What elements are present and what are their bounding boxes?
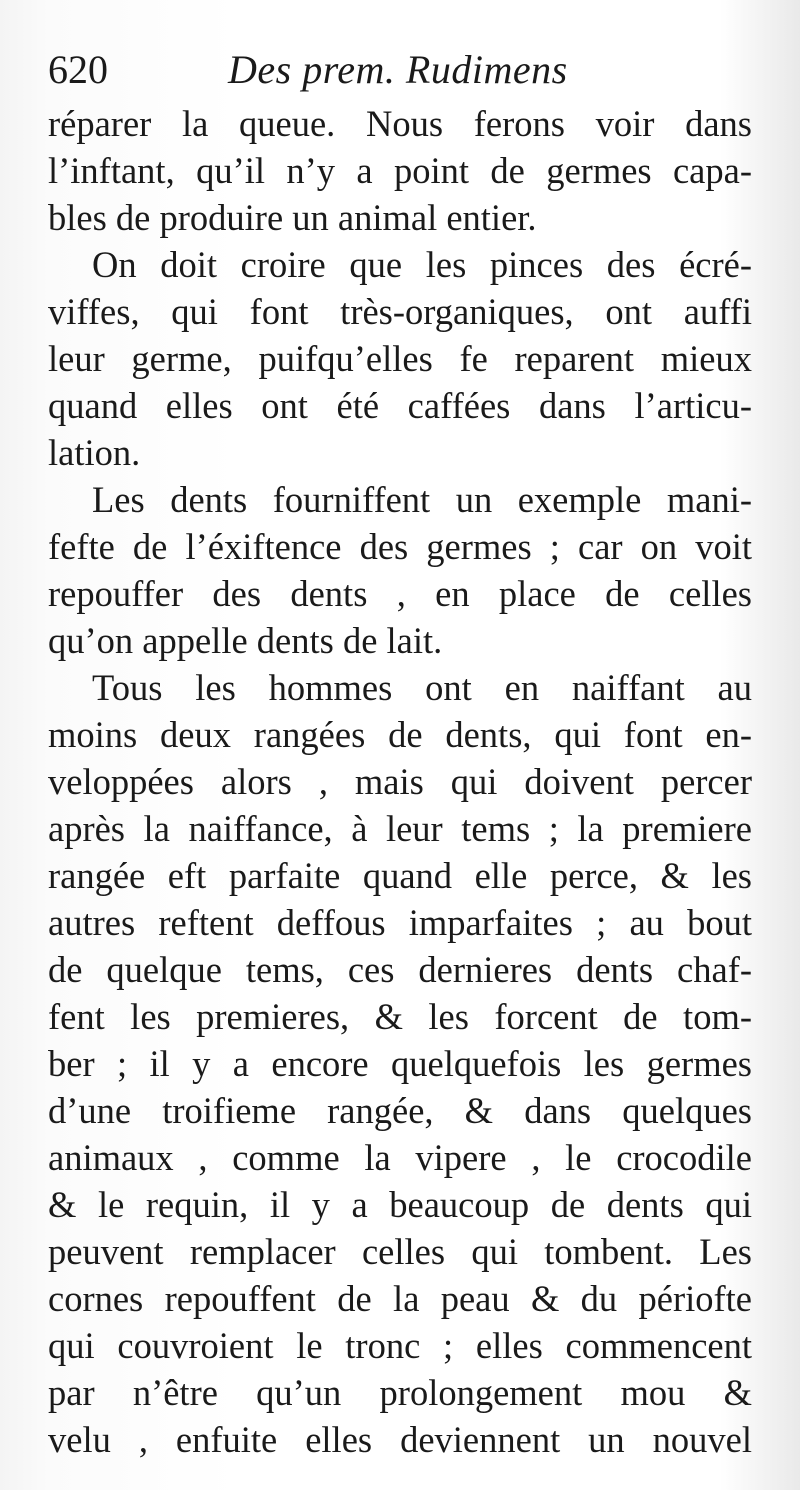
text-line: l’inftant, qu’il n’y a point de germes capa- — [48, 150, 752, 191]
text-line: bles de produire un animal entier. — [48, 197, 537, 238]
running-title: Des prem. Rudimens — [228, 47, 568, 92]
text-line: animaux , comme la vipere , le crocodile — [48, 1137, 752, 1178]
text-line: réparer la queue. Nous ferons voir dans — [48, 103, 752, 144]
text-line: viffes, qui font très-organiques, ont auffi — [48, 291, 752, 332]
page-header — [48, 42, 748, 98]
text-line: quand elles ont été caffées dans l’articu- — [48, 385, 752, 426]
text-line: de quelque tems, ces dernieres dents chaf- — [48, 949, 752, 990]
text-line: qui couvroient le tronc ; elles commencent — [48, 1325, 752, 1366]
text-line: par n’être qu’un prolongement mou & — [48, 1372, 752, 1413]
text-line: cornes repouffent de la peau & du périofte — [48, 1278, 752, 1319]
text-line: On doit croire que les pinces des écré- — [92, 244, 752, 285]
page-number: 620 — [48, 47, 108, 92]
text-line: rangée eft parfaite quand elle perce, & les — [48, 855, 752, 896]
text-line: Les dents fourniffent un exemple mani- — [92, 479, 752, 520]
text-line: leur germe, puifqu’elles fe reparent mieux — [48, 338, 752, 379]
text-line: repouffer des dents , en place de celles — [48, 573, 752, 614]
text-line: lation. — [48, 432, 141, 473]
text-line: qu’on appelle dents de lait. — [48, 620, 443, 661]
text-line: fefte de l’éxiftence des germes ; car on voit — [48, 526, 752, 567]
text-line: fent les premieres, & les forcent de tom- — [48, 996, 752, 1037]
text-line: velu , enfuite elles deviennent un nouvel — [48, 1419, 752, 1460]
text-line: Tous les hommes ont en naiffant au — [92, 667, 752, 708]
text-line: & le requin, il y a beaucoup de dents qui — [48, 1184, 752, 1225]
text-line: ber ; il y a encore quelquefois les germes — [48, 1043, 752, 1084]
text-line: moins deux rangées de dents, qui font en- — [48, 714, 752, 755]
text-line: après la naiffance, à leur tems ; la premiere — [48, 808, 752, 849]
text-line: veloppées alors , mais qui doivent percer — [48, 761, 752, 802]
text-line: d’une troifieme rangée, & dans quelques — [48, 1090, 752, 1131]
text-line: peuvent remplacer celles qui tombent. Les — [48, 1231, 752, 1272]
body-text — [48, 100, 752, 1463]
text-line: autres reftent deffous imparfaites ; au bout — [48, 902, 752, 943]
